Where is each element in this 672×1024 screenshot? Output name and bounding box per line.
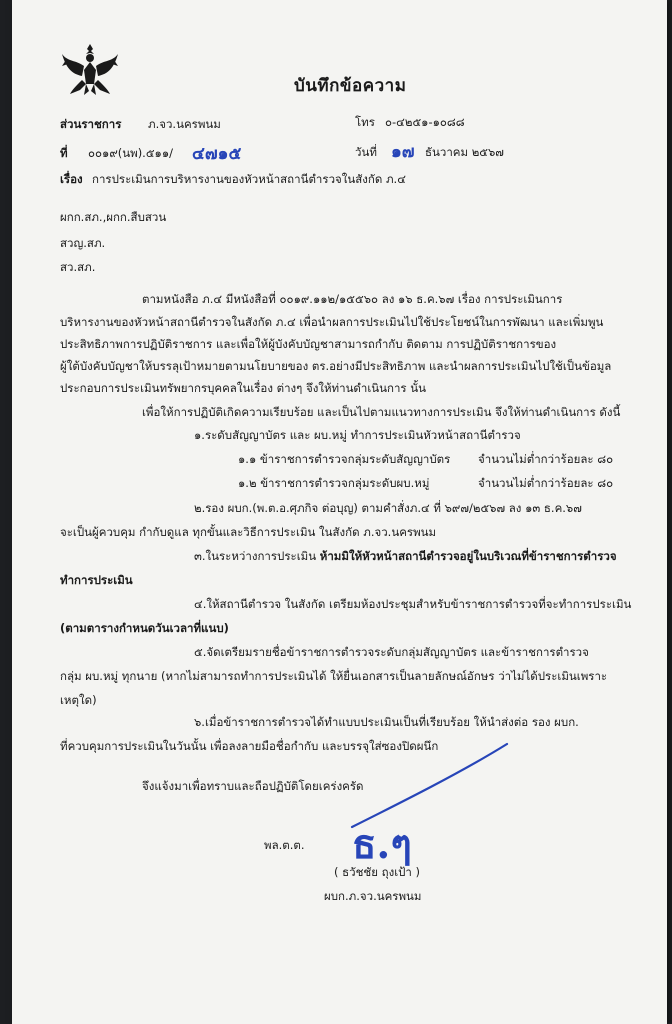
body-p1-line3: ประสิทธิภาพการปฏิบัติราชการ และเพื่อให้ผู้บังคับบัญชาสามารถกำกับ ติดตาม การปฏิบัติราชการของ xyxy=(60,337,557,351)
item-1: ๑.ระดับสัญญาบัตร และ ผบ.หมู่ ทำการประเมินหัวหน้าสถานีตำรวจ xyxy=(194,428,521,442)
subject-label: เรื่อง xyxy=(60,172,83,186)
item-2-line2: จะเป็นผู้ควบคุม กำกับดูแล ทุกขั้นและวิธีการประเมิน ในสังกัด ภ.จว.นครพนม xyxy=(60,525,437,539)
signature-rank: พล.ต.ต. xyxy=(264,838,305,852)
page-title: บันทึกข้อความ xyxy=(294,76,407,96)
item-5-line1: ๕.จัดเตรียมรายชื่อข้าราชการตำรวจระดับกลุ่มสัญญาบัตร และข้าราชการตำรวจ xyxy=(194,645,589,659)
memo-page xyxy=(12,0,667,1024)
body-p1-line1: ตามหนังสือ ภ.๔ มีหนังสือที่ ๐๐๑๙.๑๑๒/๑๕๕๖๐ ลง ๑๖ ธ.ค.๖๗ เรื่อง การประเมินการ xyxy=(142,292,563,306)
signature-name: ( ธวัชชัย ถุงเป้า ) xyxy=(334,865,421,879)
tel-label: โทร xyxy=(355,115,375,129)
date-label: วันที่ xyxy=(355,145,377,159)
body-p1-line5: ประกอบการประเมินทรัพยากรบุคคลในเรื่อง ต่างๆ จึงให้ท่านดำเนินการ นั้น xyxy=(60,381,426,395)
item-6-line2: ที่ควบคุมการประเมินในวันนั้น เพื่อลงลายมือชื่อกำกับ และบรรจุใส่ซองปิดผนึก xyxy=(60,739,439,753)
date-day-handwritten: ๑๗ xyxy=(391,142,415,162)
doc-no-handwritten: ๔๗๑๕ xyxy=(192,144,242,164)
recipient-1: ผกก.สภ.,ผกก.สืบสวน xyxy=(60,210,167,224)
item-1-1-label: ๑.๑ ข้าราชการตำรวจกลุ่มระดับสัญญาบัตร xyxy=(238,452,451,466)
item-1-1-value: จำนวนไม่ต่ำกว่าร้อยละ ๘๐ xyxy=(478,452,614,466)
item-4-line2: (ตามตารางกำหนดวันเวลาที่แนบ) xyxy=(60,621,229,635)
item-3-line1 xyxy=(194,549,617,564)
dept-value: ภ.จว.นครพนม xyxy=(148,117,221,131)
item-2-line1: ๒.รอง ผบก.(พ.ต.อ.ศุภกิจ ต่อบุญ) ตามคำสั่งภ.๔ ที่ ๖๙๗/๒๕๖๗ ลง ๑๓ ธ.ค.๖๗ xyxy=(194,501,582,515)
item-6-line1: ๖.เมื่อข้าราชการตำรวจได้ทำแบบประเมินเป็นที่เรียบร้อย ให้นำส่งต่อ รอง ผบก. xyxy=(194,715,579,729)
closing-line: จึงแจ้งมาเพื่อทราบและถือปฏิบัติโดยเคร่งครัด xyxy=(142,779,364,793)
doc-no-label: ที่ xyxy=(60,146,68,160)
body-p2: เพื่อให้การปฏิบัติเกิดความเรียบร้อย และเป็นไปตามแนวทางการประเมิน จึงให้ท่านดำเนินการ ดังนี้ xyxy=(142,405,621,419)
item-3-line2: ทำการประเมิน xyxy=(60,573,133,587)
doc-no-value: ๐๐๑๙(นพ).๕๑๑/ xyxy=(88,146,174,160)
signature-handwritten: ธ.ๆ xyxy=(352,821,412,868)
item-4-line1: ๔.ให้สถานีตำรวจ ในสังกัด เตรียมห้องประชุมสำหรับข้าราชการตำรวจที่จะทำการประเมิน xyxy=(194,597,632,611)
recipient-3: สว.สภ. xyxy=(60,260,96,274)
dept-label: ส่วนราชการ xyxy=(60,117,122,131)
body-p1-line4: ผู้ใต้บังคับบัญชาให้บรรลุเป้าหมายตามนโยบายของ ตร.อย่างมีประสิทธิภาพ และนำผลการประเมินไปใช้เป็นข้อมูล xyxy=(60,359,612,373)
tel-value: ๐-๔๒๕๑-๑๐๘๘ xyxy=(385,115,465,129)
date-value: ธันวาคม ๒๕๖๗ xyxy=(425,145,504,159)
body-p1-line2: บริหารงานของหัวหน้าสถานีตำรวจในสังกัด ภ.๔ เพื่อนำผลการประเมินไปใช้ประโยชน์ในการพัฒนา และเพิ่มพูน xyxy=(60,315,604,329)
item-3-bold: ห้ามมิให้หัวหน้าสถานีตำรวจอยู่ในบริเวณที่ข้าราชการตำรวจ xyxy=(319,549,617,563)
item-1-2-label: ๑.๒ ข้าราชการตำรวจกลุ่มระดับผบ.หมู่ xyxy=(238,476,430,490)
signature-position: ผบก.ภ.จว.นครพนม xyxy=(324,889,422,903)
item-5-line3: เหตุใด) xyxy=(60,693,97,707)
recipient-2: สวญ.สภ. xyxy=(60,236,106,250)
subject-value: การประเมินการบริหารงานของหัวหน้าสถานีตำรวจในสังกัด ภ.๔ xyxy=(92,172,406,186)
item-1-2-value: จำนวนไม่ต่ำกว่าร้อยละ ๘๐ xyxy=(478,476,614,490)
garuda-emblem-icon xyxy=(60,40,120,98)
item-5-line2: กลุ่ม ผบ.หมู่ ทุกนาย (หากไม่สามารถทำการประเมินได้ ให้ยื่นเอกสารเป็นลายลักษณ์อักษร ว่าไม่ได้ประเมินเพราะ xyxy=(60,669,608,683)
item-3-plain: ๓.ในระหว่างการประเมิน xyxy=(194,549,317,563)
